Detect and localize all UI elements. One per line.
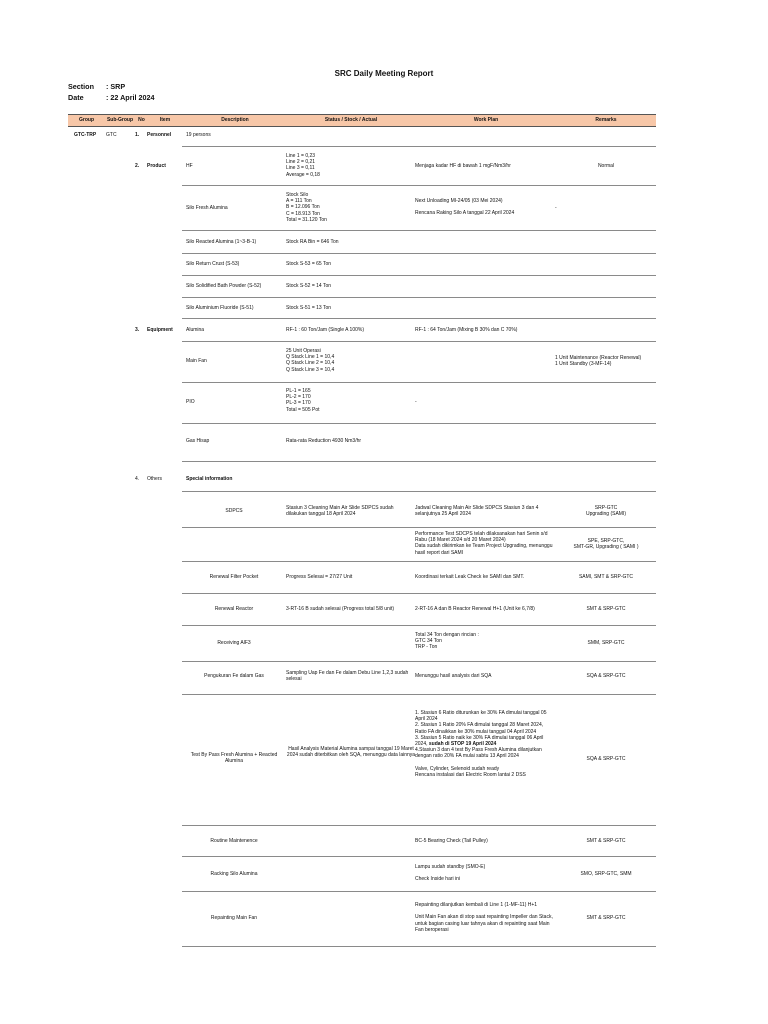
row-description: Silo Aluminium Fluoride (S-51) xyxy=(186,305,254,311)
row-divider xyxy=(182,561,656,562)
row-remarks: SQA & SRP-GTC xyxy=(586,756,626,762)
row-workplan: Lampu sudah standby (SMO-E) Check Inside hari ini xyxy=(415,864,486,883)
col-subgroup: Sub-Group xyxy=(106,117,134,123)
subgroup-cell: GTC xyxy=(106,132,117,138)
row-divider xyxy=(182,694,656,695)
row-divider xyxy=(182,825,656,826)
row-description: HF xyxy=(186,163,193,169)
row-divider xyxy=(182,297,656,298)
row-remarks: SMT & SRP-GTC xyxy=(586,838,626,844)
row-status: Sampling Uap Fe dan Fe dalam Debu Line 1,2,3 sudah selesai xyxy=(286,670,409,683)
row-workplan: Menunggu hasil analysis dari SQA xyxy=(415,673,492,679)
row-description: Silo Return Crust (S-53) xyxy=(186,261,240,267)
row-remarks: SPE, SRP-GTC, SMT-GR, Upgrading ( SAMI ) xyxy=(573,538,639,551)
col-no: No xyxy=(138,117,145,123)
row-item: Personnel xyxy=(147,132,172,138)
row-status: 3-RT-16 B sudah selesai (Progress total 5/8 unit) xyxy=(286,606,395,612)
row-divider xyxy=(182,318,656,319)
row-remarks: SMT & SRP-GTC xyxy=(586,915,626,921)
row-description: PIO xyxy=(186,399,195,405)
row-workplan: Performance Test SDCPS telah dilaksanakan hari Senin s/d Rabu (18 Maret 2024 s/d 20 Maret 2024) Data sudah dikirimkan ke Team Project Upgrading, menunggu hasil report dari SAMI xyxy=(415,531,553,556)
row-divider xyxy=(182,275,656,276)
row-status: Progress Selesai = 27/27 Unit xyxy=(286,574,353,580)
row-description: Special information xyxy=(186,476,233,482)
row-description: Silo Solidified Bath Powder (S-52) xyxy=(186,283,262,289)
row-divider xyxy=(182,461,656,462)
row-workplan-text: 1. Stasiun 6 Ratio diturunkan ke 30% FA dimulai tanggal 05 April 2024 2. Stasiun 1 Ratio 20% FA dimulai tanggal 28 Maret 2024, Ratio FA dinaikkan ke 30% mulai tanggal 04 April 2024 3. Stasiun 5 Ratio naik ke 30% FA dimulai tanggal 06 April 2024, xyxy=(415,710,547,748)
row-remarks: SRP-GTC Upgrading (SAMI) xyxy=(585,505,626,518)
row-description: Silo Reacted Alumina (1~3-B-1) xyxy=(186,239,257,245)
row-description: Renewal Reactor xyxy=(214,606,254,612)
row-status: Stock Silo A = 111 Ton B = 12.096 Ton C = 18.913 Ton Total = 31.120 Ton xyxy=(286,192,327,223)
col-status: Status / Stock / Actual xyxy=(324,117,378,123)
row-workplan: Total 34 Ton dengan rincian : GTC 34 Ton TRP - Ton xyxy=(415,632,479,651)
row-workplan: - xyxy=(415,399,417,405)
section-line xyxy=(68,82,125,91)
row-divider xyxy=(182,593,656,594)
row-remarks: Normal xyxy=(597,163,615,169)
date-line xyxy=(68,93,154,102)
row-status: Rata-rata Reduction 4930 Nm3/hr xyxy=(286,438,362,444)
row-item: Others xyxy=(147,476,163,482)
row-status: Stock RA Bin = 646 Ton xyxy=(286,239,339,245)
row-divider xyxy=(182,185,656,186)
row-workplan: Koordinasi terkait Leak Check ke SAMI dan SMT. xyxy=(415,574,525,580)
row-workplan: Jadwal Cleaning Main Air Slide SDPCS Stasiun 3 dan 4 selanjutnya 25 April 2024 xyxy=(415,505,539,518)
col-group: Group xyxy=(79,117,94,123)
row-remarks: SQA & SRP-GTC xyxy=(586,673,626,679)
row-status: 25 Unit Operasi Q Stack Line 1 = 10,4 Q Stack Line 2 = 10,4 Q Stack Line 3 = 10,4 xyxy=(286,348,335,373)
row-divider xyxy=(182,661,656,662)
date-label: Date xyxy=(68,93,84,102)
row-description: Alumina xyxy=(186,327,205,333)
row-description: Routine Maintenence xyxy=(210,838,258,844)
row-description: Pengukuran Fe dalam Gas xyxy=(204,673,264,679)
row-item: Product xyxy=(147,163,166,169)
row-remarks: SMO, SRP-GTC, SMM xyxy=(580,871,632,877)
row-description: Repainting Main Fan xyxy=(210,915,258,921)
row-divider xyxy=(182,491,656,492)
row-status: Stock S-53 = 65 Ton xyxy=(286,261,332,267)
section-label: Section xyxy=(68,82,94,91)
row-divider xyxy=(182,625,656,626)
row-divider xyxy=(182,253,656,254)
row-workplan: RF-1 : 64 Ton/Jam (Mixing B 30% dan C 70%) xyxy=(415,327,518,333)
row-status: Line 1 = 0,23 Line 2 = 0,21 Line 3 = 0,11 Average = 0,18 xyxy=(286,153,320,178)
report-title: SRC Daily Meeting Report xyxy=(334,69,434,78)
row-no: 2. xyxy=(135,163,140,169)
table-header xyxy=(68,114,656,127)
row-description: Test By Pass Fresh Alumina + Reacted Alumina xyxy=(190,752,278,765)
row-description: Silo Fresh Alumina xyxy=(186,205,228,211)
row-divider xyxy=(182,230,656,231)
row-divider xyxy=(182,423,656,424)
row-description: Main Fan xyxy=(186,358,207,364)
row-no: 4. xyxy=(135,476,140,482)
row-status: Stock S-52 = 14 Ton xyxy=(286,283,332,289)
row-status: PL-1 = 165 PL-2 = 170 PL-3 = 170 Total = 505 Pot xyxy=(286,388,320,413)
col-workplan: Work Plan xyxy=(473,117,499,123)
row-status: RF-1 : 60 Ton/Jam (Single A 100%) xyxy=(286,327,365,333)
row-workplan xyxy=(415,710,555,778)
row-remarks: 1 Unit Maintenance (Reactor Renewal) 1 Unit Standby (3-MF-14) xyxy=(555,355,642,368)
row-divider xyxy=(182,341,656,342)
col-remarks: Remarks xyxy=(595,117,617,123)
row-workplan: BC-5 Bearing Check (Tail Pulley) xyxy=(415,838,488,844)
row-no: 1. xyxy=(135,132,140,138)
row-divider xyxy=(182,146,656,147)
row-divider xyxy=(182,856,656,857)
row-workplan-bold: sudah di STOP 19 April 2024 xyxy=(428,741,497,748)
row-status: Hasil Analysis Material Alumina sampai tanggal 19 Maret 2024 sudah diterbitkan oleh SQA, menunggu data lainnya xyxy=(286,746,416,759)
row-description: Renewal Filter Pocket xyxy=(209,574,259,580)
row-remarks: SMT & SRP-GTC xyxy=(586,606,626,612)
row-description: Receiving AlF3 xyxy=(217,640,251,646)
row-workplan: Next Unloading MI-24/05 (03 Mei 2024) Rencana Raking Silo A tanggal 22 April 2024 xyxy=(415,198,515,217)
date-value: : 22 April 2024 xyxy=(106,93,155,102)
row-divider xyxy=(182,946,656,947)
row-no: 3. xyxy=(135,327,140,333)
row-workplan: Repainting dilanjutkan kembali di Line 1 (1-MF-11) H+1 Unit Main Fan akan di stop saat repainting Impeller dan Stack, untuk bagian casing luar tahnya akan di repainting saat Main Fan beroperasi xyxy=(415,902,553,933)
row-remarks: SAMI, SMT & SRP-GTC xyxy=(578,574,634,580)
col-description: Description xyxy=(221,117,249,123)
row-workplan: 2-RT-16 A dan B Reactor Renewal H+1 (Unit ke 6,7/8) xyxy=(415,606,535,612)
row-description: Racking Silo Alumina xyxy=(210,871,258,877)
row-description: SDPCS xyxy=(225,508,243,514)
row-status: Stock S-51 = 13 Ton xyxy=(286,305,332,311)
row-remarks: SMM, SRP-GTC xyxy=(587,640,625,646)
row-workplan-tail: 4.Stasiun 3 dan 4 test By Pass Fresh Alumina dilanjutkan dengan ratio 20% FA mulai sabtu 13 April 2024 Valve, Cylinder, Selenoid sudah ready Rencana instalasi dari Electric Room lantai 2 DSS xyxy=(415,747,542,779)
group-cell: GTC-TRP xyxy=(74,132,97,138)
row-divider xyxy=(182,527,656,528)
row-item: Equipment xyxy=(147,327,173,333)
row-description: Gas Hisap xyxy=(186,438,210,444)
col-item: Item xyxy=(159,117,171,123)
row-description: 19 persons xyxy=(186,132,211,138)
row-remarks: - xyxy=(555,205,557,211)
row-divider xyxy=(182,382,656,383)
row-status: Stasiun 3 Cleaning Main Air Slide SDPCS sudah dilakukan tanggal 18 April 2024 xyxy=(286,505,394,518)
row-workplan: Menjaga kadar HF di bawah 1 mgF/Nm3/hr xyxy=(415,163,511,169)
section-value: : SRP xyxy=(106,82,126,91)
row-divider xyxy=(182,891,656,892)
